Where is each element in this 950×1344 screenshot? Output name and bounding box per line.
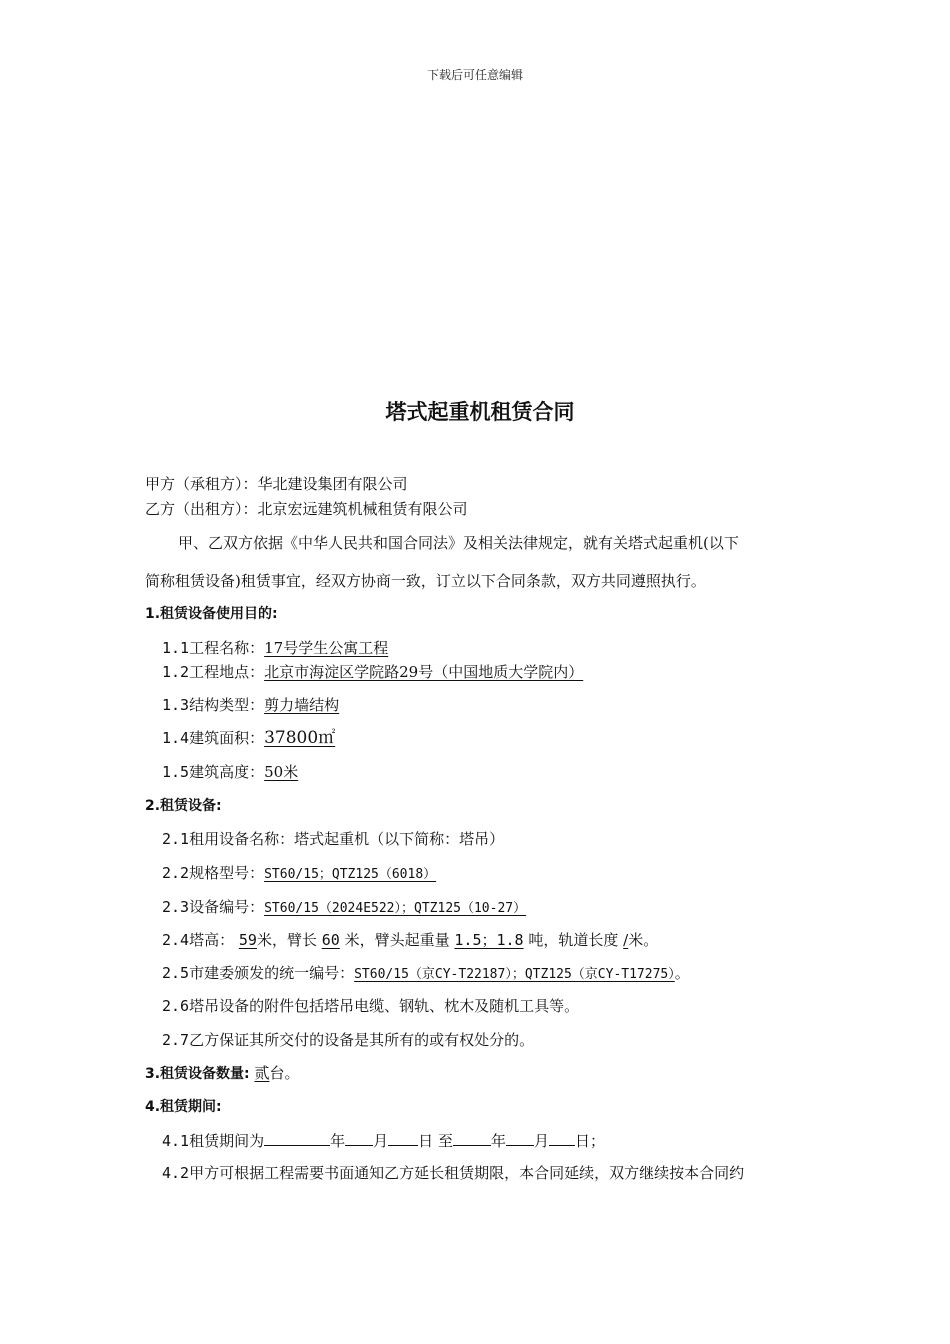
party-a: 甲方（承租方）：华北建设集团有限公司 <box>145 475 408 493</box>
item-2-4 <box>162 930 658 950</box>
item-number: 2.1 <box>162 830 190 848</box>
tower-height-value: 59 <box>238 931 257 949</box>
item-2-3 <box>162 897 526 919</box>
item-number: 4.2 <box>162 1164 190 1182</box>
end-year-blank[interactable] <box>453 1130 491 1146</box>
to-label: 至 <box>437 1132 453 1150</box>
item-1-3 <box>162 695 339 715</box>
item-label: 建筑高度： <box>189 763 265 781</box>
item-number: 4.1 <box>162 1132 190 1150</box>
item-1-1 <box>162 638 388 658</box>
item-2-6 <box>162 996 579 1016</box>
item-label: 结构类型： <box>189 696 265 714</box>
item-1-5 <box>162 762 298 782</box>
start-year-blank[interactable] <box>264 1130 330 1146</box>
sentence-end: 。 <box>674 964 690 982</box>
item-2-2 <box>162 863 436 885</box>
unit-meter: 米。 <box>628 931 659 949</box>
item-4-1 <box>162 1130 605 1151</box>
item-number: 1.3 <box>162 696 190 714</box>
item-number: 1.4 <box>162 729 190 747</box>
item-number: 1.1 <box>162 639 190 657</box>
contract-title: 塔式起重机租赁合同 <box>385 400 575 424</box>
start-day-blank[interactable] <box>388 1130 418 1146</box>
boom-length-value: 60 <box>321 931 340 949</box>
start-month-blank[interactable] <box>345 1130 373 1146</box>
year-label: 年 <box>330 1132 346 1150</box>
item-2-1 <box>162 829 504 849</box>
item-text: 租用设备名称：塔式起重机（以下简称：塔吊） <box>189 830 505 848</box>
item-number: 1.2 <box>162 663 190 681</box>
project-name-value: 17号学生公寓工程 <box>264 639 389 657</box>
track-length-value: / <box>623 931 629 949</box>
intro-line-2: 简称租赁设备)租赁事宜，经双方协商一致，订立以下合同条款，双方共同遵照执行。 <box>145 572 706 590</box>
section-1-heading: 1.租赁设备使用目的: <box>145 606 278 622</box>
item-label: 规格型号： <box>189 864 265 882</box>
item-number: 2.3 <box>162 898 190 916</box>
equipment-number-value: ST60/15（2024E522）；QTZ125（10-27） <box>264 901 527 916</box>
item-text: 塔吊设备的附件包括塔吊电缆、钢轨、枕木及随机工具等。 <box>189 997 580 1015</box>
item-1-4 <box>162 728 335 748</box>
boom-length-label: 米，臂长 <box>256 931 317 949</box>
item-label: 工程名称： <box>189 639 265 657</box>
unified-number-value: ST60/15（京CY-T22187）；QTZ125（京CY-T17275） <box>354 967 675 982</box>
building-area-value: 37800㎡ <box>264 728 336 748</box>
building-height-value: 50米 <box>264 763 299 781</box>
item-label: 设备编号： <box>189 898 265 916</box>
item-text: 甲方可根据工程需要书面通知乙方延长租赁期限，本合同延续，双方继续按本合同约 <box>189 1164 745 1182</box>
tower-height-label: 塔高： <box>189 931 235 949</box>
item-label: 建筑面积： <box>189 729 265 747</box>
day-label: 日； <box>574 1132 605 1150</box>
item-2-7 <box>162 1030 534 1050</box>
item-label: 工程地点： <box>189 663 265 681</box>
structure-type-value: 剪力墙结构 <box>264 696 340 714</box>
end-month-blank[interactable] <box>506 1130 534 1146</box>
tip-load-value: 1.5；1.8 <box>454 931 524 949</box>
item-label: 市建委颁发的统一编号： <box>189 964 355 982</box>
day-label: 日 <box>418 1132 434 1150</box>
item-number: 2.2 <box>162 864 190 882</box>
item-number: 2.6 <box>162 997 190 1015</box>
item-2-5 <box>162 963 690 985</box>
quantity-unit: 台。 <box>269 1064 300 1082</box>
rental-period-label: 租赁期间为 <box>189 1132 265 1150</box>
year-label: 年 <box>490 1132 506 1150</box>
end-day-blank[interactable] <box>549 1130 575 1146</box>
item-number: 1.5 <box>162 763 190 781</box>
item-number: 2.5 <box>162 964 190 982</box>
header-note: 下载后可任意编辑 <box>426 68 523 82</box>
month-label: 月 <box>373 1132 389 1150</box>
item-1-2 <box>162 662 583 682</box>
item-number: 2.7 <box>162 1031 190 1049</box>
track-length-label: 吨，轨道长度 <box>528 931 619 949</box>
project-location-value: 北京市海淀区学院路29号（中国地质大学院内） <box>264 663 584 681</box>
section-3 <box>145 1063 299 1084</box>
item-4-2 <box>162 1163 744 1183</box>
section-4-heading: 4.租赁期间: <box>145 1099 222 1115</box>
item-number: 2.4 <box>162 931 190 949</box>
section-3-heading: 3.租赁设备数量: <box>145 1066 250 1082</box>
section-2-heading: 2.租赁设备: <box>145 798 222 814</box>
tip-load-label: 米，臂头起重量 <box>344 931 450 949</box>
month-label: 月 <box>533 1132 549 1150</box>
item-text: 乙方保证其所交付的设备是其所有的或有权处分的。 <box>189 1031 535 1049</box>
intro-line-1: 甲、乙双方依据《中华人民共和国合同法》及相关法律规定，就有关塔式起重机(以下 <box>178 534 739 552</box>
equipment-quantity-value: 贰 <box>254 1064 270 1082</box>
model-value: ST60/15；QTZ125（6018） <box>264 867 437 882</box>
party-b: 乙方（出租方）：北京宏远建筑机械租赁有限公司 <box>145 500 468 518</box>
